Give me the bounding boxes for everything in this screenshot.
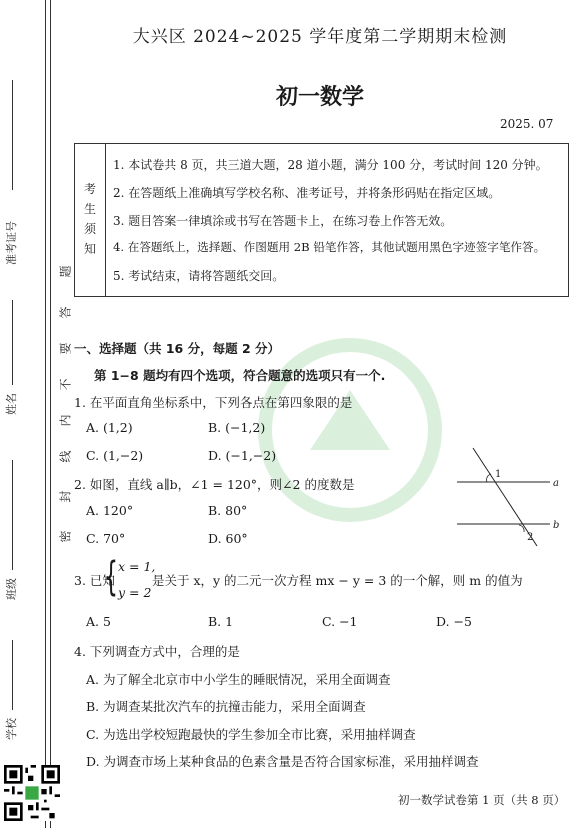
page-footer: 初一数学试卷第 1 页（共 8 页）	[398, 793, 566, 807]
notice-box	[74, 143, 569, 297]
angle-1-label: 1	[495, 469, 502, 480]
school-blank	[12, 640, 13, 710]
school-label: 学校	[5, 718, 18, 740]
parallel-lines-figure	[455, 440, 570, 550]
section-heading: 一、选择题（共 16 分，每题 2 分）	[74, 341, 281, 356]
binding-char: 内	[58, 414, 73, 427]
notice-item: 1. 本试卷共 8 页，共三道大题，28 道小题，满分 100 分，考试时间 120 分钟。	[113, 158, 548, 172]
question-1-option-a: A. (1,2)	[86, 420, 133, 435]
name-blank	[12, 300, 13, 385]
question-4-option-b: B. 为调查某批次汽车的抗撞击能力，采用全面调查	[86, 699, 366, 714]
section-instruction: 第 1−8 题均有四个选项，符合题意的选项只有一个.	[94, 368, 386, 383]
binding-line-outer	[50, 0, 51, 828]
question-3-prefix: 3. 已知	[74, 573, 115, 588]
line-b-label: b	[553, 520, 560, 531]
notice-header-char: 考	[84, 182, 97, 196]
question-3-system-eq2: y = 2	[118, 585, 152, 600]
line-a-label: a	[553, 478, 559, 489]
question-1-option-c: C. (1,−2)	[86, 448, 144, 463]
question-2-option-b: B. 80°	[208, 503, 248, 518]
qr-code-icon	[4, 765, 60, 821]
question-1-stem: 1. 在平面直角坐标系中，下列各点在第四象限的是	[74, 395, 353, 410]
question-1-option-d: D. (−1,−2)	[208, 448, 277, 463]
notice-item: 3. 题目答案一律填涂或书写在答题卡上，在练习卷上作答无效。	[113, 214, 453, 228]
binding-char: 密	[58, 530, 73, 543]
question-2-option-a: A. 120°	[86, 503, 134, 518]
question-3-option-b: B. 1	[208, 614, 234, 629]
notice-header	[75, 144, 106, 296]
exam-number-blank	[12, 80, 13, 190]
binding-char: 封	[58, 490, 73, 503]
question-4-stem: 4. 下列调查方式中，合理的是	[74, 644, 240, 659]
system-brace: {	[104, 554, 118, 600]
binding-line-inner	[45, 0, 46, 828]
question-4-option-c: C. 为选出学校短跑最快的学生参加全市比赛，采用抽样调查	[86, 727, 416, 742]
notice-header-char: 生	[84, 202, 97, 216]
exam-title: 大兴区 2024~2025 学年度第二学期期末检测	[132, 27, 508, 47]
binding-char: 答	[58, 306, 73, 319]
class-blank	[12, 460, 13, 570]
subject-title: 初一数学	[275, 85, 364, 110]
notice-item: 2. 在答题纸上准确填写学校名称、准考证号，并将条形码贴在指定区域。	[113, 186, 501, 200]
binding-char: 题	[58, 265, 73, 278]
question-2-option-d: D. 60°	[208, 531, 248, 546]
question-1-option-b: B. (−1,2)	[208, 420, 266, 435]
question-3-option-a: A. 5	[86, 614, 111, 629]
question-2-option-c: C. 70°	[86, 531, 126, 546]
name-label: 姓名	[5, 393, 18, 415]
watermark-logo	[250, 330, 450, 530]
notice-header-char: 须	[84, 222, 97, 236]
question-3-option-d: D. −5	[436, 614, 472, 629]
question-3-option-c: C. −1	[322, 614, 358, 629]
question-4-option-a: A. 为了解全北京市中小学生的睡眠情况，采用全面调查	[86, 672, 391, 687]
notice-item: 5. 考试结束，请将答题纸交回。	[113, 269, 285, 283]
question-3-system-eq1: x = 1,	[118, 559, 156, 574]
notice-item: 4. 在答题纸上，选择题、作图题用 2B 铅笔作答，其他试题用黑色字迹签字笔作答。	[113, 240, 546, 254]
exam-date: 2025. 07	[500, 117, 554, 131]
question-4-option-d: D. 为调查市场上某种食品的色素含量是否符合国家标准，采用抽样调查	[86, 754, 479, 769]
question-3-stem: 是关于 x，y 的二元一次方程 mx − y = 3 的一个解，则 m 的值为	[152, 573, 523, 588]
binding-char: 不	[58, 378, 73, 391]
angle-2-label: 2	[527, 532, 534, 543]
exam-number-label: 准考证号	[5, 221, 18, 265]
binding-char: 线	[58, 450, 73, 463]
notice-header-char: 知	[84, 242, 97, 256]
binding-char: 要	[58, 342, 73, 355]
question-2-stem: 2. 如图，直线 a∥b，∠1 = 120°，则∠2 的度数是	[74, 477, 355, 492]
class-label: 班级	[5, 578, 18, 600]
